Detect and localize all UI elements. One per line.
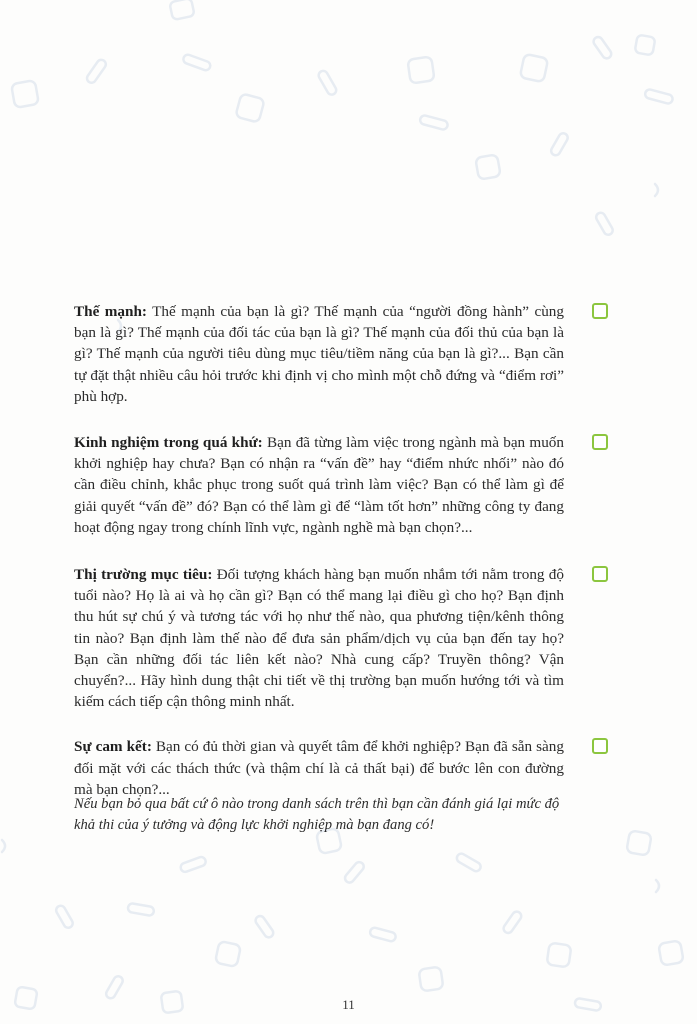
square-icon xyxy=(407,56,434,83)
capsule-icon xyxy=(85,58,107,84)
item-term: Thị trường mục tiêu: xyxy=(74,566,213,584)
capsule-icon xyxy=(317,69,338,96)
checkbox-icon[interactable] xyxy=(592,303,608,319)
page-number: 11 xyxy=(342,997,355,1012)
square-icon xyxy=(169,0,194,20)
capsule-icon xyxy=(595,211,615,236)
closing-note: Nếu bạn bỏ qua bất cứ ô nào trong danh sách trên thì bạn cần đánh giá lại mức độ khả thi của ý tưởng và động lực khởi nghiệp mà bạn đang có! xyxy=(74,796,560,833)
capsule-icon xyxy=(644,89,673,105)
item-text: Thế mạnh của bạn là gì? Thế mạnh của “người đồng hành” cùng bạn là gì? Thế mạnh của đối tác của bạn là gì? Thế mạnh của đối thủ của bạn là gì? Thế mạnh của người tiêu dùng mục tiêu/tiềm năng của bạn là gì?... Bạn cần tự đặt thật nhiều câu hỏi trước khi định vị cho mình một chỗ đứng và “điểm rơi” phù hợp. xyxy=(74,303,564,405)
hook-icon xyxy=(655,184,658,196)
capsule-icon xyxy=(369,927,396,942)
square-icon xyxy=(235,93,264,122)
square-icon xyxy=(475,154,500,179)
capsule-icon xyxy=(179,856,207,873)
square-icon xyxy=(626,830,651,855)
checklist xyxy=(74,301,564,800)
square-icon xyxy=(419,967,444,992)
capsule-icon xyxy=(502,910,523,935)
square-icon xyxy=(547,943,572,968)
checkbox-icon[interactable] xyxy=(592,738,608,754)
checklist-item-commitment xyxy=(74,736,564,800)
capsule-icon xyxy=(127,903,154,916)
square-icon xyxy=(11,80,39,108)
checklist-item-experience xyxy=(74,432,564,538)
square-icon xyxy=(635,35,656,56)
checkbox-icon[interactable] xyxy=(592,566,608,582)
hook-icon xyxy=(2,840,5,852)
item-term: Kinh nghiệm trong quá khứ: xyxy=(74,434,263,452)
hook-icon xyxy=(656,880,659,892)
item-text: Bạn có đủ thời gian và quyết tâm để khởi nghiệp? Bạn đã sẵn sàng đối mặt với các thách thức (và thậm chí là cả thất bại) để bước lên con đường mà bạn chọn?... xyxy=(74,738,564,798)
capsule-icon xyxy=(55,904,75,929)
square-icon xyxy=(658,940,683,965)
item-term: Thế mạnh: xyxy=(74,303,147,320)
capsule-icon xyxy=(343,860,365,884)
capsule-icon xyxy=(419,115,448,131)
capsule-icon xyxy=(455,852,482,873)
capsule-icon xyxy=(254,914,275,939)
square-icon xyxy=(215,941,241,967)
item-text: Bạn đã từng làm việc trong ngành mà bạn muốn khởi nghiệp hay chưa? Bạn có nhận ra “vấn đề” hay “điểm nhức nhối” nào đó cần điều chỉnh, khắc phục trong suốt quá trình làm việc? Bạn có thể làm gì để giải quyết “vấn đề” đó? Bạn có thể làm gì để “làm tốt hơn” những công ty đang hoạt động ngay trong chính lĩnh vực, ngành nghề mà bạn chọn?... xyxy=(74,434,564,536)
item-text: Đối tượng khách hàng bạn muốn nhắm tới nằm trong độ tuổi nào? Họ là ai và họ cần gì? Bạn có thể mang lại điều gì cho họ? Bạn định thu hút sự chú ý và tương tác với họ như thế nào, qua phương tiện/kênh thông tin nào? Bạn định làm thế nào để đưa sản phẩm/dịch vụ của bạn đến tay họ? Bạn cần những đối tác liên kết nào? Nhà cung cấp? Truyền thông? Vận chuyển?... Hãy hình dung thật chi tiết về thị trường bạn muốn hướng tới và tìm kiếm cách tiếp cận thông minh nhất. xyxy=(74,566,564,711)
capsule-icon xyxy=(550,132,570,157)
capsule-icon xyxy=(592,35,613,60)
checkbox-icon[interactable] xyxy=(592,434,608,450)
checklist-item-target-market xyxy=(74,564,564,712)
item-term: Sự cam kết: xyxy=(74,738,152,756)
checklist-item-strengths xyxy=(74,301,564,407)
capsule-icon xyxy=(182,53,211,71)
square-icon xyxy=(520,54,548,82)
